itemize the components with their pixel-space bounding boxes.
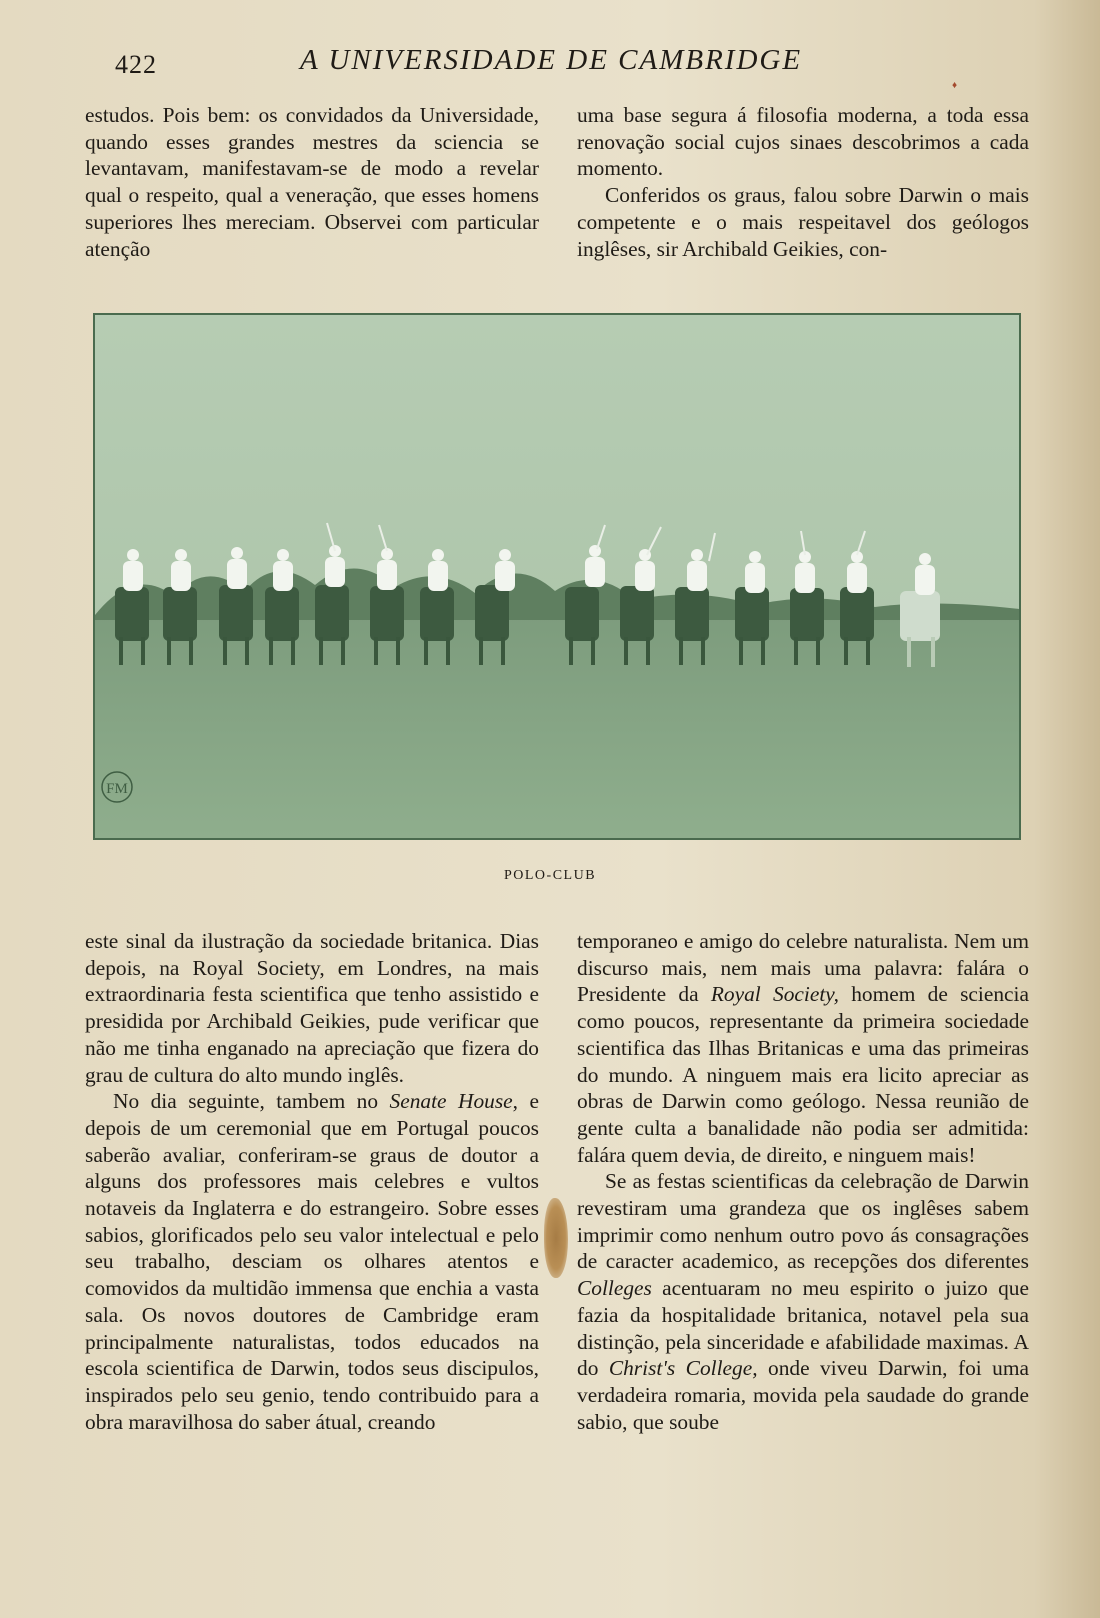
page-header <box>0 44 1100 84</box>
photo-caption: POLO-CLUB <box>503 868 597 883</box>
paragraph: estudos. Pois bem: os convidados da Universidade, quando esses grandes mestres da sciencia se levantavam, manifestavam-se de modo a revelar qual o respeito, qual a veneração, que esses homens superiores lhes mereciam. Observei com particular atenção <box>85 103 539 261</box>
running-title: A UNIVERSIDADE DE CAMBRIDGE <box>300 44 803 76</box>
paragraph <box>85 1088 539 1435</box>
monogram-text: FM <box>106 781 128 797</box>
text-run: homem de sciencia como poucos, representante da primeira sociedade scientifica das Ilhas Britanicas e uma das primeiras do mundo. A ninguem mais era licito apreciar as obras de Darwin como geólogo. Nessa reunião de gente culta a banalidade não podia ser admitida: falára quem devia, de direito, e ninguem mais! <box>577 982 1029 1167</box>
text-column-top-left <box>85 102 539 262</box>
paragraph: Conferidos os graus, falou sobre Darwin o mais competente e o mais respeitavel dos geólogos inglêses, sir Archibald Geikies, con- <box>577 183 1029 261</box>
page-number: 422 <box>115 50 157 79</box>
text-run: acentuaram no meu espirito o juizo que fazia da hospitalidade britanica, notavel pela sua distinção, pela sinceridade e afabilidade maximas. A do <box>577 1276 1029 1381</box>
polo-club-photo <box>93 313 1021 840</box>
paragraph: este sinal da ilustração da sociedade britanica. Dias depois, na Royal Society, em Londres, na mais extraordinaria festa scientifica que tenho assistido e presidida por Archibald Geikies, pude verificar que não me tinha enganado na apreciação que fizera do grau de cultura do alto mundo inglês. <box>85 929 539 1087</box>
text-column-bottom-left <box>85 928 539 1435</box>
photo-illustration <box>95 315 1019 838</box>
paragraph <box>577 1168 1029 1435</box>
italic-term: Colleges <box>577 1276 652 1301</box>
paragraph: uma base segura á filosofia moderna, a toda essa renovação social cujos sinaes descobrimos a cada momento. <box>577 103 1029 181</box>
text-run: onde viveu Darwin, foi uma verdadeira romaria, movida pela saudade do grande sabio, que soube <box>577 1356 1029 1434</box>
paragraph <box>577 928 1029 1168</box>
italic-term: Senate House <box>389 1089 513 1114</box>
text-column-bottom-right <box>577 928 1029 1435</box>
text-run: Se as festas scientificas da celebração de Darwin revestiram uma grandeza que os inglêses sabem imprimir como nenhum outro povo ás consagrações de caracter academico, as recepções dos diferentes <box>577 1169 1029 1274</box>
text-run: No dia seguinte, tambem no <box>113 1089 390 1114</box>
italic-term: Royal Society, <box>710 982 839 1007</box>
italic-term: Christ's College, <box>608 1356 758 1381</box>
text-column-top-right <box>577 102 1029 262</box>
paper-stain <box>544 1198 568 1278</box>
text-run: temporaneo e amigo do celebre naturalista. Nem um discurso mais, nem mais uma palavra: falára o Presidente da <box>577 929 1029 1007</box>
ink-dot: ♦ <box>952 80 958 91</box>
text-run: , e depois de um ceremonial que em Portugal poucos saberão avaliar, conferiram-se graus de doutor a alguns dos professores mais celebres e vultos notaveis da Inglaterra e do estrangeiro. Sobre esses sabios, glorificados pelo seu valor intelectual e pelo seu trabalho, desciam os olhares atentos e comovidos da multidão immensa que enchia a vasta sala. Os novos doutores de Cambridge eram principalmente naturalistas, todos educados na escola scientifica de Darwin, todos seus discipulos, inspirados pelo seu genio, tendo contribuido para a obra maravilhosa do saber átual, creando <box>85 1089 539 1434</box>
